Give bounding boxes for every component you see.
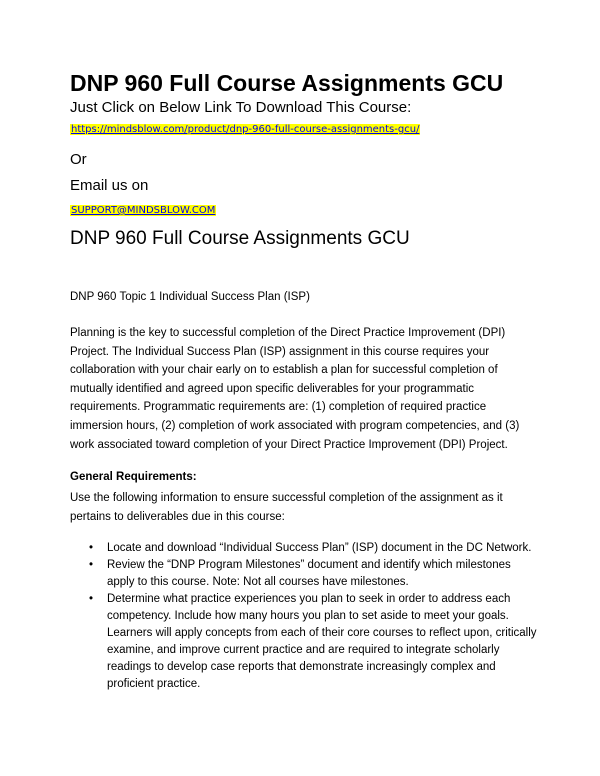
list-item-text: Determine what practice experiences you plan to seek in order to address each competency. Include how many hours you plan to set aside to meet your goals. Learners will apply concepts from each of their core courses to reflect upon, critically examine, and improve current practice and are required to integrate scholarly readings to develop case reports that demonstrate increasingly complex and proficient practice. [107,593,537,690]
general-requirements-intro: Use the following information to ensure successful completion of the assignment as it pertains to deliverables due in this course: [70,492,503,523]
requirements-list [70,540,540,693]
list-item [70,557,540,591]
page-title: DNP 960 Full Course Assignments GCU [70,70,504,96]
bullet-icon: • [89,542,94,554]
section-heading: DNP 960 Full Course Assignments GCU [70,228,410,249]
email-label: Email us on [70,177,149,194]
general-requirements-heading: General Requirements: [70,471,197,483]
bullet-icon: • [89,559,94,571]
or-text: Or [70,151,87,168]
list-item [70,591,540,693]
download-instruction: Just Click on Below Link To Download This Course: [70,99,412,116]
list-item [70,540,540,557]
bullet-icon: • [89,593,94,605]
download-link[interactable]: https://mindsblow.com/product/dnp-960-full-course-assignments-gcu/ [71,124,420,135]
list-item-text: Locate and download “Individual Success Plan” (ISP) document in the DC Network. [107,542,532,554]
list-item-text: Review the “DNP Program Milestones” document and identify which milestones apply to this course. Note: Not all courses have milestones. [107,559,511,588]
support-email-link[interactable]: SUPPORT@MINDSBLOW.COM [71,205,216,216]
topic-title: DNP 960 Topic 1 Individual Success Plan (ISP) [70,291,310,303]
intro-paragraph: Planning is the key to successful completion of the Direct Practice Improvement (DPI) Project. The Individual Success Plan (ISP) assignment in this course requires your collaboration with your chair early on to establish a plan for successful completion of mutually identified and agreed upon specific deliverables for your programmatic requirements. Programmatic requirements are: (1) completion of required practice immersion hours, (2) completion of work associated with program competencies, and (3) work associated toward completion of your Direct Practice Improvement (DPI) Project. [70,327,520,451]
